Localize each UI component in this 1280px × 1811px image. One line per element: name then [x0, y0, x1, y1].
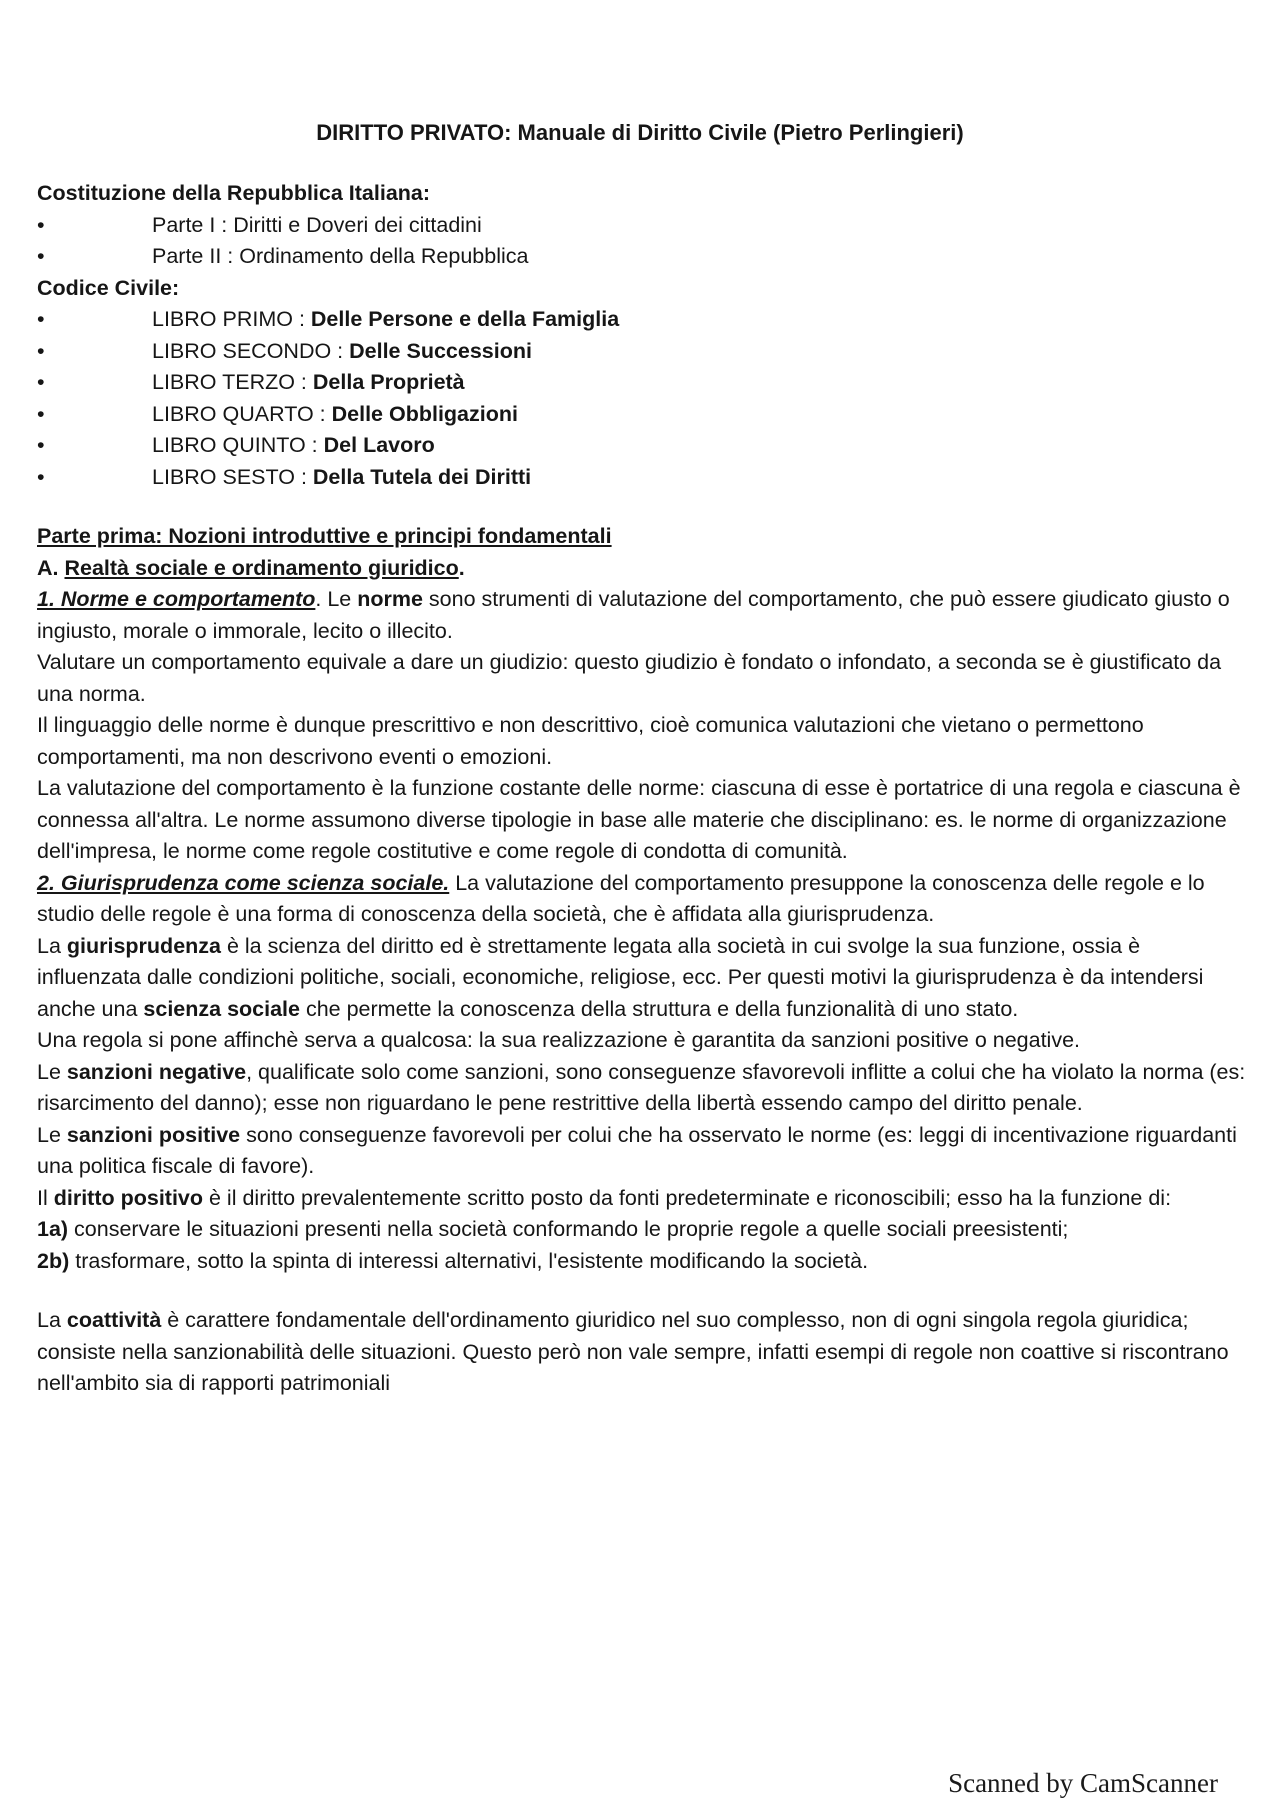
- bullet-icon: •: [37, 212, 45, 237]
- paragraph-giurisprudenza: La giurisprudenza è la scienza del diritto ed è strettamente legata alla società in cui svolge la sua funzione, ossia è influenzata dalle condizioni politiche, sociali, economiche, religiose, ecc. Per questi motivi la giurisprudenza è da intendersi anche una scienza sociale che permette la conoscenza della struttura e della funzionalità di uno stato.: [37, 933, 1204, 1021]
- list-item: • Parte I : Diritti e Doveri dei cittadini: [37, 210, 1249, 242]
- bullet-icon: •: [37, 244, 45, 268]
- bullet-icon: •: [37, 464, 45, 489]
- paragraph-1a: 1a) conservare le situazioni presenti nella società conformando le proprie regole a quelle sociali preesistenti;: [37, 1217, 1069, 1241]
- list-item: • LIBRO QUINTO : Del Lavoro: [37, 430, 1249, 462]
- paragraph-valutare: Valutare un comportamento equivale a dare un giudizio: questo giudizio è fondato o infondato, a seconda se è giustificato da una norma.: [37, 650, 1222, 706]
- document-body: [37, 178, 1249, 1400]
- bullet-icon: •: [37, 338, 45, 363]
- bullet-icon: •: [37, 307, 45, 331]
- paragraph-2b: 2b) trasformare, sotto la spinta di interessi alternativi, l'esistente modificando la società.: [37, 1248, 869, 1273]
- paragraph-giurisprudenza-sociale: 2. Giurisprudenza come scienza sociale. La valutazione del comportamento presuppone la conoscenza delle regole e lo studio delle regole è una forma di conoscenza della società, che è affidata alla giurisprudenza.: [37, 870, 1205, 926]
- paragraph-sanzioni-positive: Le sanzioni positive sono conseguenze favorevoli per colui che ha osservato le norme (es: leggi di incentivazione riguardanti una politica fiscale di favore).: [37, 1122, 1237, 1178]
- list-item: • Parte II : Ordinamento della Repubblica: [37, 241, 1249, 273]
- list-item: • LIBRO PRIMO : Delle Persone e della Famiglia: [37, 304, 1249, 336]
- bullet-icon: •: [37, 401, 45, 426]
- bullet-icon: •: [37, 433, 45, 457]
- bullet-icon: •: [37, 370, 45, 394]
- paragraph-norme: 1. Norme e comportamento. Le norme sono strumenti di valutazione del comportamento, che può essere giudicato giusto o ingiusto, morale o immorale, lecito o illecito.: [37, 587, 1230, 643]
- paragraph-coattivita: La coattività è carattere fondamentale dell'ordinamento giuridico nel suo complesso, non di ogni singola regola giuridica; consiste nella sanzionabilità delle situazioni. Questo però non vale sempre, infatti esempi di regole non coattive si riscontrano nell'ambito sia di rapporti patrimoniali: [37, 1308, 1229, 1395]
- list-item: • LIBRO SESTO : Della Tutela dei Diritti: [37, 462, 1249, 494]
- paragraph-regola: Una regola si pone affinchè serva a qualcosa: la sua realizzazione è garantita da sanzioni positive o negative.: [37, 1028, 1081, 1052]
- section-1-title: 1. Norme e comportamento: [37, 587, 316, 611]
- list-item: • LIBRO SECONDO : Delle Successioni: [37, 336, 1249, 368]
- document-title: DIRITTO PRIVATO: Manuale di Diritto Civile (Pietro Perlingieri): [316, 120, 964, 145]
- section-a-heading: A. Realtà sociale e ordinamento giuridico.: [37, 555, 465, 580]
- section-2-title: 2. Giurisprudenza come scienza sociale.: [37, 870, 450, 895]
- costituzione-heading: Costituzione della Repubblica Italiana:: [37, 181, 431, 205]
- scanner-watermark: Scanned by CamScanner: [948, 1768, 1218, 1798]
- parte-prima-heading: Parte prima: Nozioni introduttive e principi fondamentali: [37, 524, 612, 548]
- paragraph-sanzioni-negative: Le sanzioni negative, qualificate solo come sanzioni, sono conseguenze sfavorevoli inflitte a colui che ha violato la norma (es: risarcimento del danno); esse non riguardano le pene restrittive della libertà essendo campo del diritto penale.: [37, 1059, 1246, 1115]
- codice-heading: Codice Civile:: [37, 275, 180, 300]
- list-item: • LIBRO QUARTO : Delle Obbligazioni: [37, 399, 1249, 431]
- paragraph-linguaggio: Il linguaggio delle norme è dunque prescrittivo e non descrittivo, cioè comunica valutazioni che vietano o permettono comportamenti, ma non descrivono eventi o emozioni.: [37, 713, 1144, 769]
- paragraph-valutazione: La valutazione del comportamento è la funzione costante delle norme: ciascuna di esse è portatrice di una regola e ciascuna è connessa all'altra. Le norme assumono diverse tipologie in base alle materie che disciplinano: es. le norme di organizzazione dell'impresa, le norme come regole costitutive e come regole di condotta di comunità.: [37, 776, 1241, 863]
- paragraph-diritto-positivo: Il diritto positivo è il diritto prevalentemente scritto posto da fonti predeterminate e riconoscibili; esso ha la funzione di:: [37, 1185, 1172, 1210]
- list-item: • LIBRO TERZO : Della Proprietà: [37, 367, 1249, 399]
